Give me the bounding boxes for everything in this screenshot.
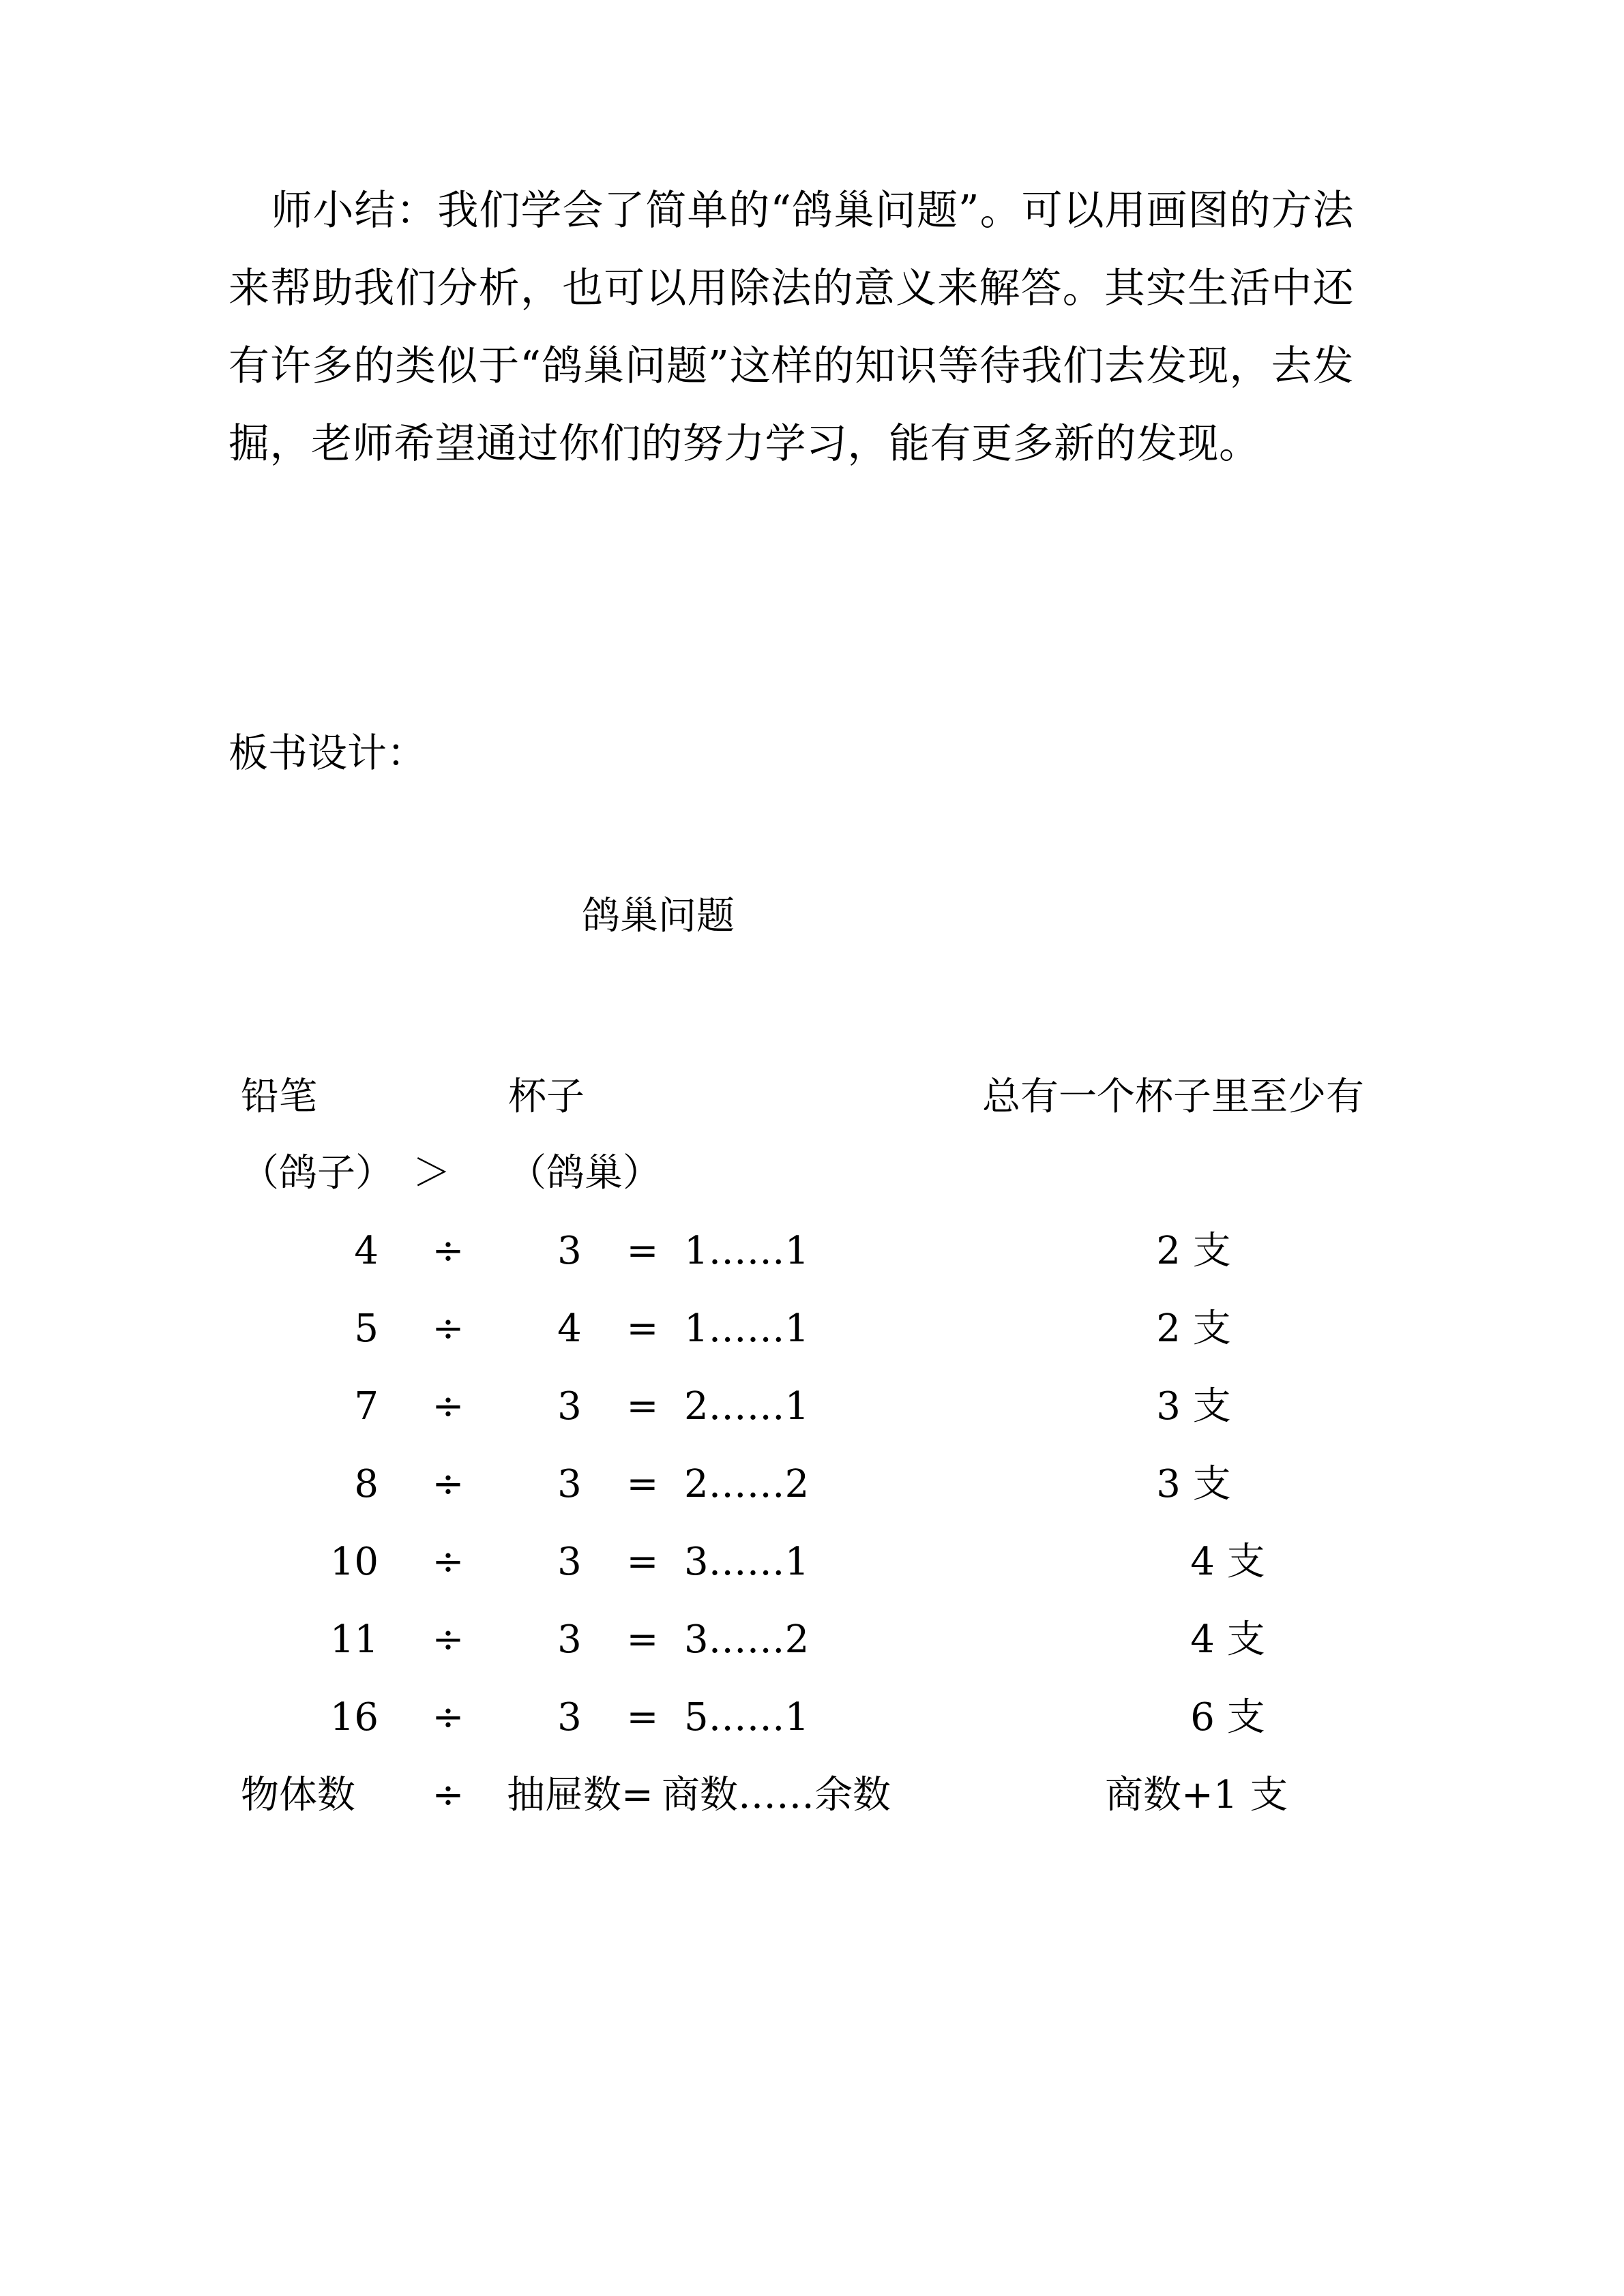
row-result: [684, 1212, 809, 1290]
board-subheader-row: [228, 1135, 1354, 1212]
board-formula-row: [228, 1757, 1354, 1834]
equals-icon: =: [626, 1384, 659, 1429]
row-remainder: 1: [784, 1540, 810, 1584]
ellipsis-icon: ……: [708, 1540, 785, 1584]
row-remainder: 2: [784, 1617, 810, 1662]
row-result: [684, 1368, 809, 1446]
formula-result: 商数……余数: [662, 1773, 891, 1817]
document-content: [228, 172, 1364, 1834]
row-quotient: 3: [684, 1540, 709, 1584]
row-divisor: 4: [557, 1307, 582, 1351]
board-header-row: [228, 1058, 1364, 1135]
row-dividend: 8: [354, 1462, 379, 1506]
row-dividend: 16: [329, 1695, 379, 1740]
equals-icon: =: [626, 1617, 659, 1662]
ellipsis-icon: ……: [708, 1384, 785, 1429]
table-row: [228, 1368, 1354, 1446]
divide-icon: ÷: [432, 1229, 464, 1273]
spacer-after-heading: [228, 777, 1354, 892]
row-remainder: 1: [784, 1695, 810, 1740]
divide-icon: ÷: [432, 1540, 464, 1584]
table-row: [228, 1679, 1354, 1757]
equals-icon: =: [626, 1229, 659, 1273]
divide-icon: ÷: [432, 1462, 464, 1506]
ellipsis-icon: ……: [708, 1462, 785, 1506]
divide-icon: ÷: [432, 1773, 464, 1817]
table-row: [228, 1601, 1354, 1679]
row-result: [684, 1601, 809, 1679]
row-remainder: 1: [784, 1384, 810, 1429]
formula-drawers-count: 抽屉数=: [507, 1773, 653, 1817]
row-answer: 3 支: [1156, 1462, 1231, 1506]
row-answer: 2 支: [1156, 1307, 1231, 1351]
row-result: [684, 1679, 809, 1757]
row-dividend: 10: [329, 1540, 379, 1584]
row-quotient: 1: [684, 1307, 709, 1351]
subheader-pigeons: （鸽子）: [241, 1151, 394, 1195]
row-dividend: 7: [354, 1384, 379, 1429]
row-divisor: 3: [557, 1695, 582, 1740]
ellipsis-icon: ……: [708, 1695, 785, 1740]
row-quotient: 5: [684, 1695, 709, 1740]
table-row: [228, 1290, 1354, 1368]
formula-answer: 商数+1 支: [1105, 1773, 1288, 1817]
subheader-pigeonholes: （鸽巢）: [508, 1151, 661, 1195]
divide-icon: ÷: [432, 1617, 464, 1662]
table-row: [228, 1446, 1354, 1523]
row-quotient: 1: [684, 1229, 709, 1273]
row-divisor: 3: [557, 1617, 582, 1662]
equals-icon: =: [626, 1462, 659, 1506]
row-quotient: 3: [684, 1617, 709, 1662]
equals-icon: =: [626, 1540, 659, 1584]
section-heading-board-design: 板书设计：: [228, 730, 427, 776]
row-answer: 4 支: [1190, 1617, 1265, 1662]
row-answer: 6 支: [1190, 1695, 1265, 1740]
row-dividend: 11: [329, 1617, 379, 1662]
row-dividend: 4: [354, 1229, 379, 1273]
equals-icon: =: [626, 1307, 659, 1351]
row-divisor: 3: [557, 1229, 582, 1273]
board-title: 鸽巢问题: [582, 894, 735, 938]
row-answer: 2 支: [1156, 1229, 1231, 1273]
spacer-after-board-title: [228, 941, 1354, 1058]
row-result: [684, 1446, 809, 1523]
greater-than-icon: ＞: [413, 1151, 451, 1195]
row-divisor: 3: [557, 1384, 582, 1429]
header-cups: 杯子: [508, 1075, 585, 1119]
row-dividend: 5: [354, 1307, 379, 1351]
summary-paragraph-text: 师小结：我们学会了简单的“鸽巢问题”。可以用画图的方法来帮助我们分析，也可以用除法的意义来解答。其实生活中还有许多的类似于“鸽巢问题”这样的知识等待我们去发现，去发掘，老师希望通过你们的努力学习，能有更多新的发现。: [228, 187, 1354, 468]
header-pencils: 铅笔: [241, 1075, 317, 1119]
row-answer: 4 支: [1190, 1540, 1265, 1584]
row-answer: 3 支: [1156, 1384, 1231, 1429]
equals-icon: =: [626, 1695, 659, 1740]
row-divisor: 3: [557, 1462, 582, 1506]
spacer-after-summary: [228, 483, 1354, 728]
header-at-least-in-one-cup: 总有一个杯子里至少有: [982, 1075, 1364, 1119]
row-quotient: 2: [684, 1462, 709, 1506]
table-row: [228, 1212, 1354, 1290]
row-result: [684, 1290, 809, 1368]
table-row: [228, 1523, 1354, 1601]
ellipsis-icon: ……: [708, 1617, 785, 1662]
row-divisor: 3: [557, 1540, 582, 1584]
divide-icon: ÷: [432, 1384, 464, 1429]
row-remainder: 1: [784, 1307, 810, 1351]
row-result: [684, 1523, 809, 1601]
row-remainder: 1: [784, 1229, 810, 1273]
board-table: [228, 1058, 1364, 1834]
row-quotient: 2: [684, 1384, 709, 1429]
ellipsis-icon: ……: [708, 1307, 785, 1351]
divide-icon: ÷: [432, 1695, 464, 1740]
formula-objects-count: 物体数: [241, 1773, 355, 1817]
ellipsis-icon: ……: [708, 1229, 785, 1273]
row-remainder: 2: [784, 1462, 810, 1506]
divide-icon: ÷: [432, 1307, 464, 1351]
summary-paragraph: [228, 172, 1354, 483]
